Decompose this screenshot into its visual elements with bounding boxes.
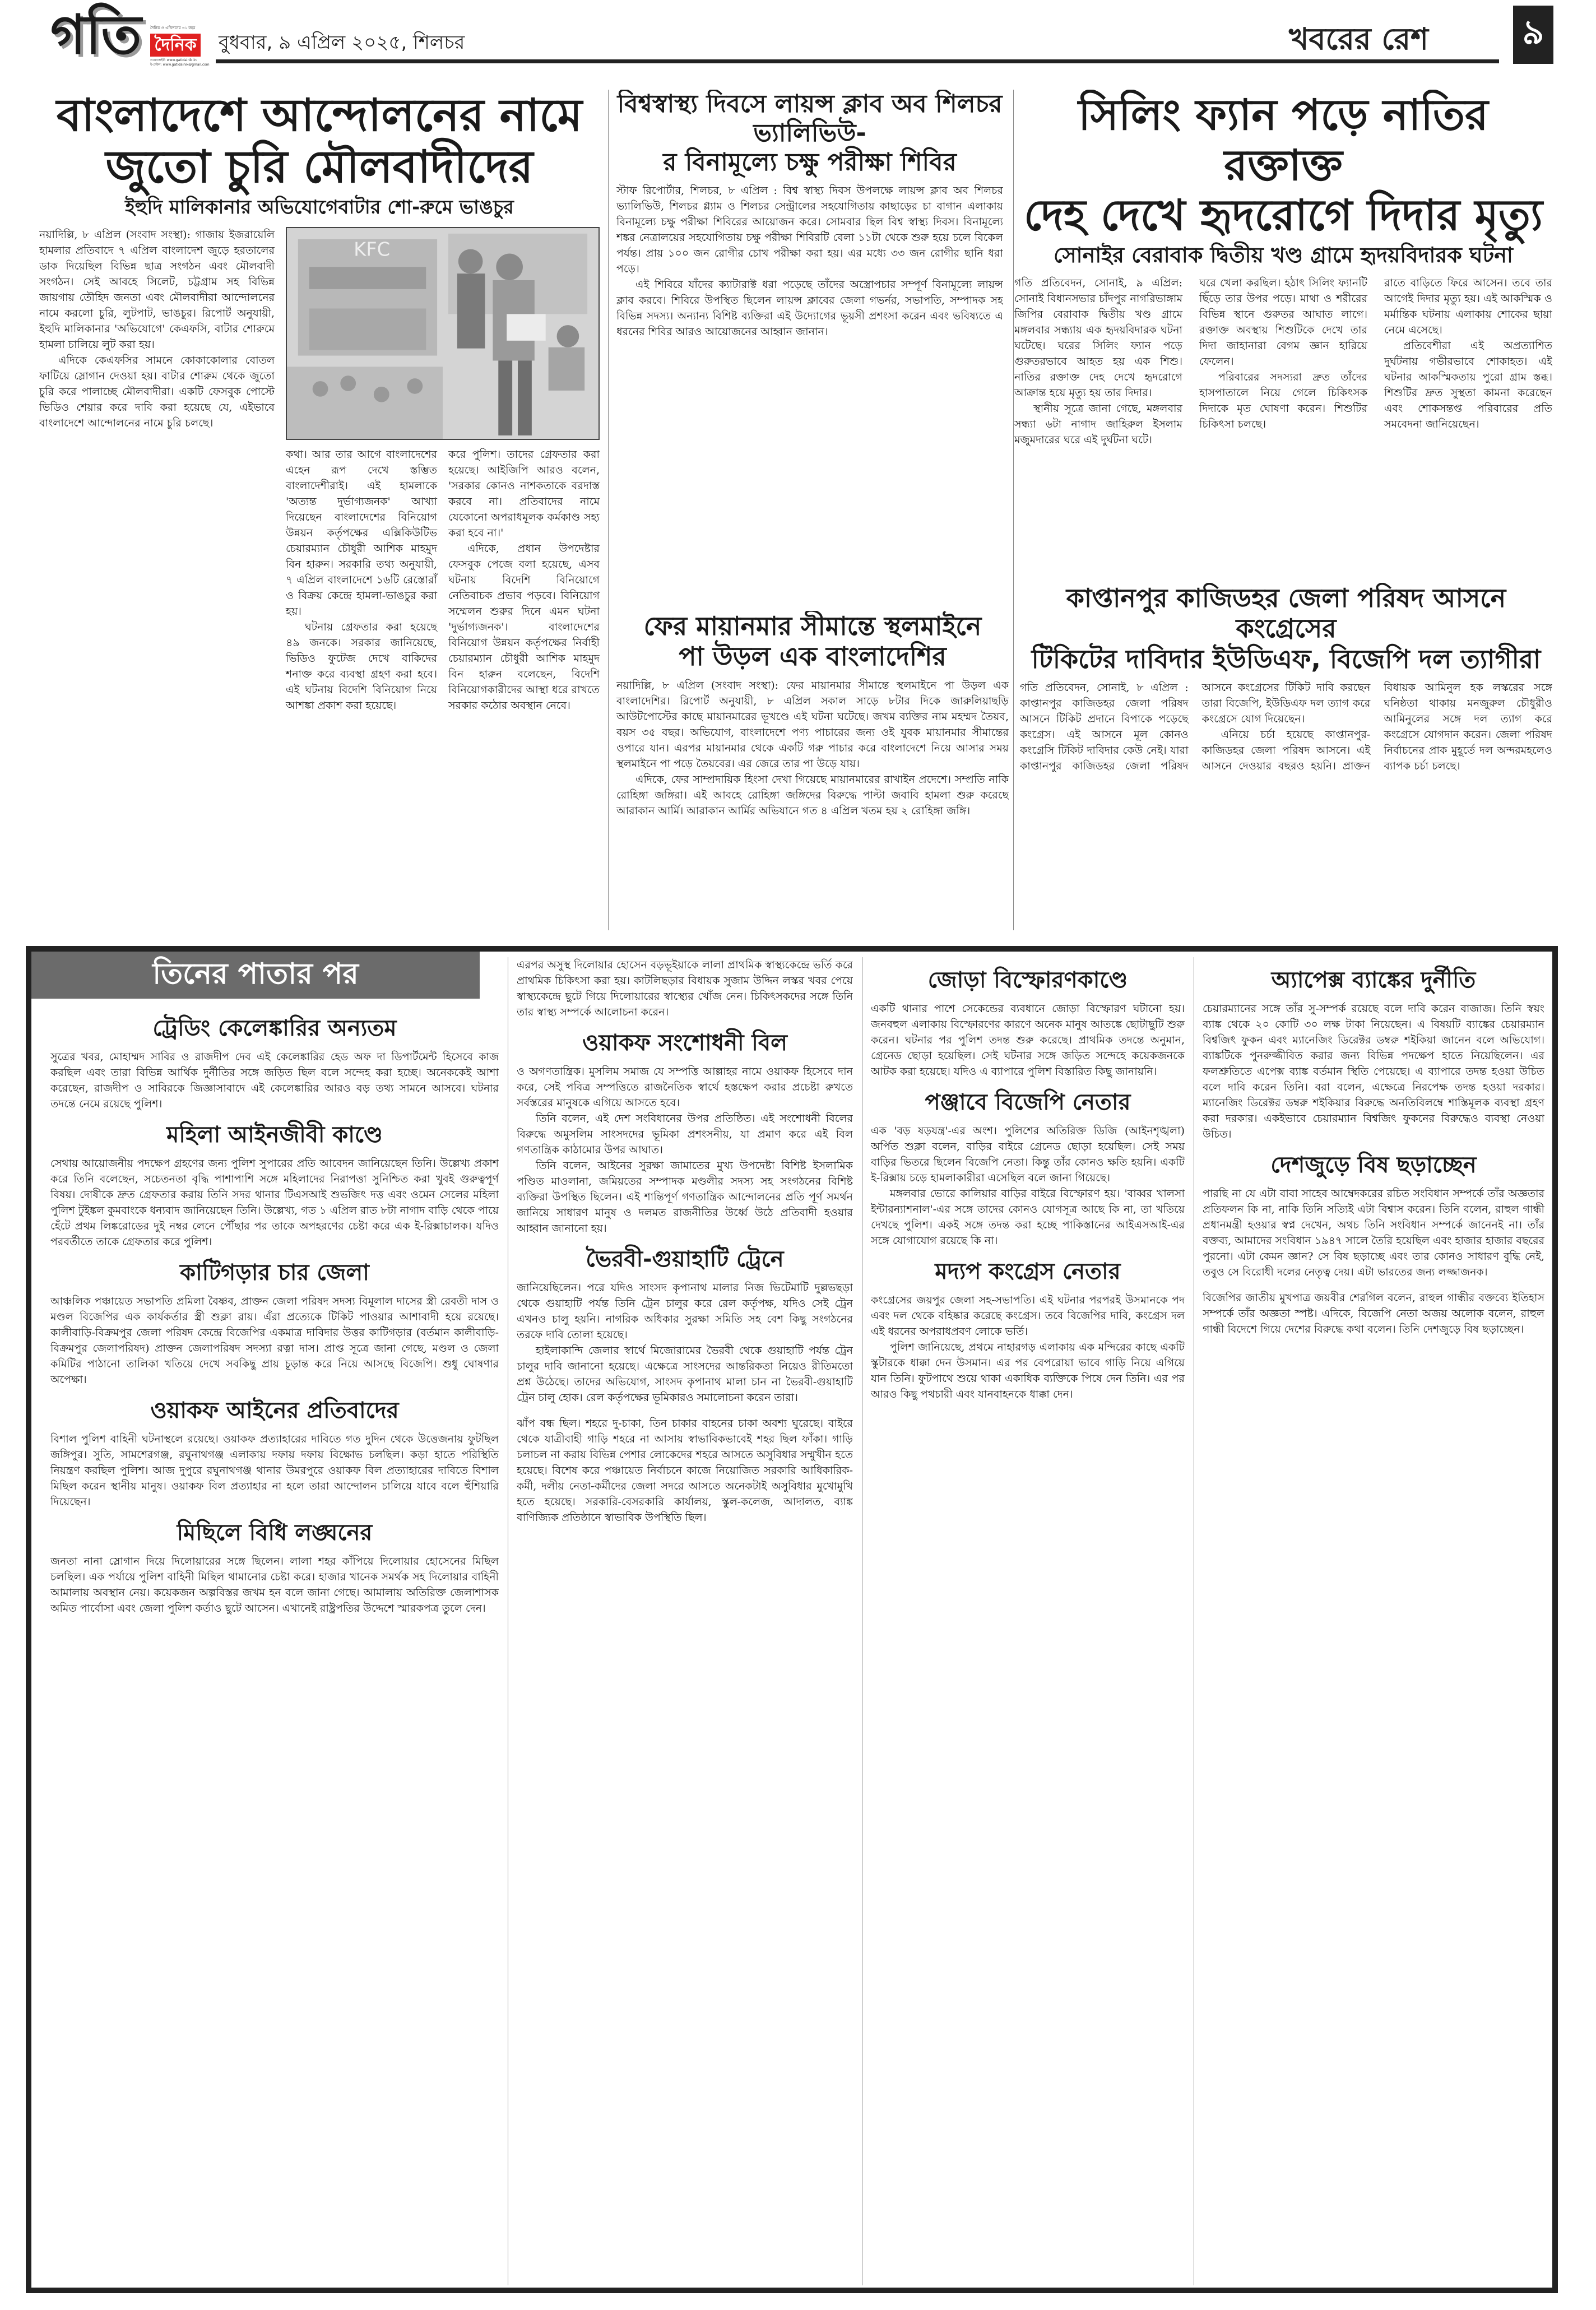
section-body [871, 1123, 1185, 1249]
story-headline [616, 90, 1003, 177]
continuation-section [1203, 967, 1544, 1142]
section-body [50, 1049, 499, 1112]
story-subcolumns [286, 447, 600, 713]
story-headline [616, 611, 1009, 672]
story-paragraph: করে পুলিশ। তাদের গ্রেফতার করা হয়েছে। আইজিপি আরও বলেন, 'সরকার কোনও নাশকতাকে বরদাস্ত করবে না। প্রতিবাদের নামে যেকোনো অপরাধমূলক কর্মকাণ্ড সহ্য করা হবে না।' [448, 448, 600, 539]
section-title: খবরের রেশ [1289, 21, 1428, 57]
logo-badge-box [150, 25, 210, 67]
continuation-column [871, 957, 1185, 2285]
section-body [50, 1293, 499, 1388]
section-paragraph: জানিয়েছিলেন। পরে যদিও সাংসদ কৃপানাথ মালার নিজ ভিটেমাটি দুল্লভছড়া থেকে গুয়াহাটি পর্যন্ত তিনি ট্রেন চালুর করে রেল কর্তৃপক্ষ, যদিও সেই ট্রেন এখনও চালু হয়নি। নাগরিক অধিকার সুরক্ষা সমিতি সহ বেশ কিছু সংগঠনের তরফে দাবি তোলা হয়েছে। [517, 1282, 853, 1341]
continuation-column [517, 957, 853, 2285]
headline-line: ফের মায়ানমার সীমান্তে স্থলমাইনে [643, 611, 982, 641]
story-body [1014, 275, 1552, 448]
section-paragraph: এক 'বড় ষড়যন্ত্র'-এর অংশ। পুলিশের অতিরিক্ত ডিজি (আইনশৃঙ্খলা) অর্পিত শুক্লা বলেন, বাড়ির বাইরে গ্রেনেড ছোড়া হয়েছিল। সেই সময় বাড়ির ভিতরে ছিলেন বিজেপি নেতা। কিন্তু তাঁর কোনও ক্ষতি হয়নি। একটি ই-রিক্সায় চড়ে হামলাকারীরা এসেছিল বলে জানা গিয়েছে। [871, 1125, 1185, 1184]
story-ceiling-fan [1014, 90, 1552, 577]
story-paragraph: এদিকে, প্রধান উপদেষ্টার ফেসবুক পেজে বলা হয়েছে, এসব ঘটনায় বিদেশি বিনিয়োগে নেতিবাচক প্রভাব পড়বে। বিনিয়োগ সম্মেলন শুরুর দিনে এমন ঘটনা 'দুর্ভাগ্যজনক'। বাংলাদেশের বিনিয়োগ উন্নয়ন কর্তৃপক্ষের নির্বাহী চেয়ারম্যান চৌধুরী আশিক মাহমুদ বিন হারুন বলেছেন, বিদেশি বিনিয়োগকারীদের আস্থা ধরে রাখতে সরকার কঠোর অবস্থান নেবে। [448, 542, 600, 712]
continuation-section [1203, 1152, 1544, 1280]
section-heading: পঞ্জাবে বিজেপি নেতার [925, 1089, 1131, 1115]
story-paragraph: পরিবারের সদস্যরা দ্রুত তাঁদের হাসপাতালে নিয়ে গেলে চিকিৎসক দিদাকে মৃত ঘোষণা করেন। শিশুটির চিকিৎসা চলছে। [1199, 370, 1367, 430]
section-paragraph: সেথায় আয়োজনীয় পদক্ষেপ গ্রহণের জন্য পুলিশ সুপারের প্রতি আবেদন জানিয়েছেন তিনি। উল্লেখ্য প্রকাশ করে তিনি বলেছেন, সচেতনতা বৃদ্ধি পাশাপাশি সঙ্গে মহিলাদের নিরাপত্তা সুনিশ্চিত করা খুবই গুরুত্বপূর্ণ বিষয়। দোষীকে দ্রুত গ্রেফতার করায় তিনি সদর থানার টিএসআই শুভজিৎ দত্ত এবং ওমেন সেলের মহিলা পুলিশ টুইঙ্কল কুমবাংকে ধন্যবাদ জানিয়েছেন তিনি। উল্লেখ্য, গত ১ এপ্রিল রাত ৮টা নাগাদ বাড়ি থেকে পায়ে হেঁটে প্রথম লিঙ্করোডের দুই নম্বর লেনে পৌঁছার পর তাকে অপহরণের চেষ্টা করে এক ই-রিক্সাচালক। যদিও পরবর্তীতে তাকে গ্রেফতার করে পুলিশ। [50, 1157, 499, 1248]
headline-line: জুতো চুরি মৌলবাদীদের [105, 141, 533, 193]
section-paragraph: পারছি না যে এটা বাবা সাহেব আম্বেদকরের রচিত সংবিধান সম্পর্কে তাঁর অজ্ঞতার প্রতিফলন কি না, নাকি তিনি সত্যিই এটা বিশ্বাস করেন। তিনি বলেন, রাহুল গান্ধী প্রধানমন্ত্রী হওয়ার স্বপ্ন দেখেন, অথচ তিনি সংবিধান সম্পর্কে জানেনই না। তাঁর বক্তব্য, আমাদের সংবিধান ১৯৪৭ সালে তৈরি হয়েছিল এবং হাজার হাজার বছরের পুরনো। এটা কেমন জ্ঞান? সে বিষ ছড়াচ্ছে এবং তার কোনও সাধারণ বুদ্ধি নেই, তবুও সে বিরোধী দলের নেতৃত্ব দেয়। এটা ভারতের জন্য লজ্জাজনক। [1203, 1188, 1544, 1278]
section-paragraph: ঝাঁপ বন্ধ ছিল। শহরে দু-চাকা, তিন চাকার বাহনের চাকা অবশ্য ঘুরেছে। বাইরে থেকে যাত্রীবাহী গাড়ি শহরে না আসায় স্বাভাবিকভাবেই শহর ছিল ফাঁকা। গাড়ি চলাচল না করায় বিভিন্ন পেশার লোকেদের শহরে আসতে অসুবিধার সম্মুখীন হতে হয়েছে। বিশেষ করে পঞ্চায়েত নির্বাচনে কাজে নিয়োজিত সরকারি আধিকারিক-কর্মী, দলীয় নেতা-কর্মীদের জেলা সদরে আসতে অনেকটাই অসুবিধার মুখোমুখি হতে হয়েছে। সরকারি-বেসরকারি কার্যালয়, স্কুল-কলেজ, আদালত, ব্যাঙ্ক বাণিজ্যিক প্রতিষ্ঠানে স্বাভাবিক উপস্থিতি ছিল। [517, 1417, 853, 1524]
story-paragraph: ঘরে খেলা করছিল। হঠাৎ সিলিং ফ্যানটি ছিঁড়ে তার উপর পড়ে। মাথা ও শরীরের বিভিন্ন স্থানে গুরুতর আঘাত লাগে। রক্তাক্ত অবস্থায় শিশুটিকে দেখে তার দিদা জাহানারা বেগম জ্ঞান হারিয়ে ফেলেন। [1199, 276, 1367, 368]
section-paragraph: চেয়ারম্যানের সঙ্গে তাঁর সু-সম্পর্ক রয়েছে বলে দাবি করেন বাজাজ। তিনি স্বয়ং ব্যাঙ্ক থেকে ২০ কোটি ৩০ লক্ষ টাকা নিয়েছেন। এ বিষয়টি ব্যাঙ্কের চেয়ারম্যান বিশ্বজিৎ ফুকন এবং ম্যানেজিং ডিরেক্টর ডম্বরু শইকিয়া জানেন বলে অভিযোগ। ব্যাঙ্কটিকে পুনরুজ্জীবিত করার জন্য বিভিন্ন পদক্ষেপ হাতে নিয়েছিলেন। এর ফলশ্রুতিতে এপেক্স ব্যাঙ্ক বর্তমান স্থিতি পেয়েছে। এ ব্যাপারে তদন্ত হওয়া উচিত বলে দাবি করেন তিনি। বরা বলেন, এক্ষেত্রে নিরপেক্ষ তদন্ত হওয়া দরকার। ম্যানেজিং ডিরেক্টর ডম্বরু শইকিয়ার বিরুদ্ধে অনতিবিলম্বে শাস্তিমূলক ব্যবস্থা গ্রহণ করা দরকার। একইভাবে চেয়ারম্যান বিশ্বজিৎ ফুকনের বিরুদ্ধেও ব্যবস্থা নেওয়া উচিত। [1203, 1003, 1544, 1140]
story-body [616, 183, 1003, 340]
section-paragraph: এরপর অসুস্থ দিলোয়ার হোসেন বড়ভূইয়াকে লালা প্রাথমিক স্বাস্থ্যকেন্দ্রে ভর্তি করে প্রাথমিক চিকিৎসা করা হয়। কাটলিছড়ার বিধায়ক সুজাম উদ্দিন লস্কর খবর পেয়ে স্বাস্থ্যকেন্দ্রে ছুটে গিয়ে দিলোয়ারের স্বাস্থ্যের খোঁজ নেন। চিকিৎসকদের সঙ্গে তিনি তার স্বাস্থ্য সম্পর্কে আলোচনা করেন। [517, 959, 853, 1018]
continuation-section [50, 1520, 499, 1616]
section-body [50, 1553, 499, 1616]
story-paragraph: নয়াদিল্লি, ৮ এপ্রিল (সংবাদ সংস্থা): ফের মায়ানমার সীমান্তে স্থলমাইনে পা উড়ল এক বাংলাদেশির। রিপোর্ট অনুযায়ী, ৮ এপ্রিল সকাল সাড়ে ৮টার দিকে জারুলিয়াছড়ি আউটপোস্টের কাছে মায়ানমারের ভূখণ্ডে এই ঘটনা ঘটেছে। জখম ব্যক্তির নাম মহম্মদ তৈয়ব, বয়স ৩৫ বছর। অভিযোগ, বাংলাদেশে পণ্য পাচারের জন্য ওই যুবক মায়ানমার সীমান্তের ওপারে যান। এরপর মায়ানমার থেকে একটি গরু পাচার করে বাংলাদেশে নিয়ে আসার সময় স্থলমাইনে পা পড়ে তৈয়বের। এর জেরে তার পা উড়ে যায়। [616, 679, 1009, 770]
section-paragraph: কংগ্রেসের জয়পুর জেলা সহ-সভাপতি। এই ঘটনার পরপরই উসমানকে পদ এবং দল থেকে বহিষ্কার করেছে কংগ্রেস। তবে বিজেপির দাবি, কংগ্রেস দল এই ধরনের অপরাধপ্রবণ লোকে ভর্তি। [871, 1294, 1185, 1338]
section-heading: ওয়াকফ আইনের প্রতিবাদের [150, 1398, 399, 1423]
headline-line: বাংলাদেশে আন্দোলনের নামে [56, 90, 583, 141]
headline-line: র বিনামূল্যে চক্ষু পরীক্ষা শিবির [663, 147, 957, 177]
story-paragraph: গতি প্রতিবেদন, সোনাই, ৮ এপ্রিল : কাপ্তানপুর কাজিডহর জেলা পরিষদ আসনে টিকিট প্রদানে বিপাকে পড়েছে কংগ্রেস। এই আসনে মূল কোনও কংগ্রেসি টিকিট দাবিদার কেউ নেই। যারা কাপ্তানপুর কাজিডহর জেলা পরিষদ আসনে কংগ্রেসের টিকিট দাবি করছেন তারা বিজেপি, ইউডিএফ দল ত্যাগ করে কংগ্রেসে যোগ দিয়েছেন। [1020, 681, 1371, 772]
continuation-section [50, 1398, 499, 1510]
story-subhead: সোনাইর বেরাবাক দ্বিতীয় খণ্ড গ্রামে হৃদয়বিদারক ঘটনা [1054, 243, 1513, 268]
story-column [1014, 275, 1182, 448]
section-body [50, 1431, 499, 1510]
headline-line: দেহ দেখে হৃদরোগে দিদার মৃত্যু [1024, 190, 1543, 240]
section-heading: মহিলা আইনজীবী কাণ্ডে [166, 1122, 383, 1148]
photo-sign-text: KFC [354, 238, 391, 261]
continuation-section [50, 1260, 499, 1388]
story-paragraph: কথা। আর তার আগে বাংলাদেশের এহেন রূপ দেখে স্তম্ভিত বাংলাদেশীরাই। এই হামলাকে 'অত্যন্ত দুর্ভাগ্যজনক' আখ্যা দিয়েছেন বাংলাদেশের বিনিয়োগ উন্নয়ন কর্তৃপক্ষের এক্সিকিউটিভ চেয়ারম্যান চৌধুরী আশিক মাহমুদ বিন হারুন। সরকারি তথ্য অনুযায়ী, ৭ এপ্রিল বাংলাদেশে ১৬টি রেস্তোরাঁ ও বিক্রয় কেন্দ্রে হামলা-ভাঙচুর করা হয়। [286, 448, 437, 618]
section-paragraph: পুলিশ জানিয়েছে, প্রথমে নাহারগড় এলাকায় এক মন্দিরের কাছে একটি স্কুটারকে ধাক্কা দেন উসমান। এর পর বেপরোয়া ভাবে গাড়ি নিয়ে এগিয়ে যান তিনি। ফুটপাথে শুয়ে থাকা একাধিক ব্যক্তিকে পিষে দেন তিনি। এর পর আরও কিছু পথচারী এবং যানবাহনকে ধাক্কা দেন। [871, 1341, 1185, 1400]
continuation-section [50, 1122, 499, 1250]
story-paragraph: এদিকে, ফের সাম্প্রদায়িক হিংসা দেখা গিয়েছে মায়ানমারের রাখাইন প্রদেশে। সম্প্রতি নাকি রোহিঙ্গা জঙ্গিরা। এই আবহে রোহিঙ্গা জঙ্গিদের বিরুদ্ধে পাল্টা জবাবি হামলা শুরু করেছে আরাকান আর্মি। আরাকান আর্মির অভিযানে গত ৪ এপ্রিল খতম হয় ২ রোহিঙ্গা জঙ্গি। [616, 773, 1009, 817]
section-paragraph: বিশাল পুলিশ বাহিনী ঘটনাস্থলে রয়েছে। ওয়াকফ প্রত্যাহারের দাবিতে গত দুদিন থেকে উত্তেজনায় ফুটছিল জঙ্গিপুর। সুতি, সামশেরগঞ্জ, রঘুনাথগঞ্জ এলাকায় দফায় দফায় বিক্ষোভ চলছিল। কড়া হাতে পরিস্থিতি নিয়ন্ত্রণ করছিল পুলিশ। আজ দুপুরে রঘুনাথগঞ্জ থানার উমরপুরে ওয়াকফ বিল প্রত্যাহারের দাবিতে বিশাল মিছিল করেন স্থানীয় মানুষ। ওয়াকফ বিল প্রত্যাহার না হলে তারা আন্দোলন চালিয়ে যাবে বলে হুঁশিয়ারি দিয়েছেন। [50, 1433, 499, 1508]
story-paragraph: এই শিবিরে যাঁদের ক্যাটারাক্ট ধরা পড়েছে তাঁদের অস্ত্রোপচার সম্পূর্ণ বিনামূল্যে লায়ন্স ক্লাব করবে। শিবিরে উপস্থিত ছিলেন লায়ন্স ক্লাবের জেলা গভর্নর, সভাপতি, সম্পাদক সহ বিভিন্ন সদস্য। অন্যান্য বিশিষ্ট ব্যক্তিরা এই উদ্যোগের ভূয়সী প্রশংসা করেন এবং ভবিষ্যতে এ ধরনের শিবির আরও আয়োজনের আহ্বান জানান। [616, 278, 1003, 338]
story-paragraph: স্থানীয় সূত্রে জানা গেছে, মঙ্গলবার সন্ধ্যা ৬টা নাগাদ জাহিরুল ইসলাম মজুমদারের ঘরে এই দুর্ঘটনা ঘটে। [1014, 402, 1182, 446]
section-body [1203, 1290, 1544, 1337]
story-body [1020, 680, 1552, 774]
story-headline [39, 90, 600, 193]
continuation-banner: তিনের পাতার পর [31, 952, 480, 999]
section-paragraph: সুত্রের খবর, মোহাম্মদ সাবির ও রাজদীপ দেব এই কেলেঙ্কারির হেড অফ দা ডিপার্টমেন্ট হিসেবে কাজ করছিল এবং তারা বিভিন্ন আর্থিক দুর্নীতির সঙ্গে জড়িত ছিল বলে সন্দেহ করা হচ্ছে। অনেককেই আশা করেছেন, রাজদীপ ও সাবিরকে জিজ্ঞাসাবাদে এই কেলেঙ্কারির আরও বড় তথ্য সামনে আসবে। ঘটনার তদন্তে নেমে রয়েছে পুলিশ। [50, 1051, 499, 1110]
section-heading: কাটিগড়ার চার জেলা [180, 1260, 369, 1286]
section-paragraph: তিনি বলেন, এই দেশ সংবিধানের উপর প্রতিষ্ঠিত। এই সংশোধনী বিলের বিরুদ্ধে অমুসলিম সাংসদদের ভূমিকা প্রশংসনীয়, যা প্রমাণ করে এই বিল গণতান্ত্রিক কাঠামোর উপর আঘাত। [517, 1112, 853, 1156]
headline-line: টিকিটের দাবিদার ইউডিএফ, বিজেপি দল ত্যাগীরা [1031, 643, 1541, 674]
section-body [517, 1064, 853, 1236]
story-column [39, 227, 275, 713]
continuation-section [517, 1030, 853, 1236]
section-paragraph: মঙ্গলবার ভোরে কালিয়ার বাড়ির বাইরে বিস্ফোরণ হয়। 'বাব্বর খালসা ইন্টারন্যাশনাল'-এর সঙ্গে তাদের কোনও যোগসূত্র আছে কি না, তা খতিয়ে দেখছে পুলিশ। একই সঙ্গে তদন্ত করা হচ্ছে পাকিস্তানের আইএসআই-এর সঙ্গে যোগাযোগ রয়েছে কি না। [871, 1188, 1185, 1247]
story-paragraph: গতি প্রতিবেদন, সোনাই, ৯ এপ্রিল: সোনাই বিধানসভার চাঁদপুর নাগরিভাঙ্গাম জিপির বেরাবাক দ্বিতীয় খণ্ড গ্রামে মঙ্গলবার সন্ধ্যায় এক হৃদয়বিদারক ঘটনা ঘটেছে। ঘরের সিলিং ফ্যান পড়ে গুরুতরভাবে আহত হয় এক শিশু। নাতির রক্তাক্ত দেহ দেখে হৃদরোগে আক্রান্ত হয়ে মৃত্যু হয় তার দিদার। [1014, 276, 1182, 399]
headline-line: কাপ্তানপুর কাজিডহর জেলা পরিষদ আসনে কংগ্রেসের [1066, 583, 1506, 644]
continuation-section [517, 1246, 853, 1406]
story-paragraph: এদিকে কেএফসির সামনে কোকাকোলার বোতল ফাটিয়ে স্লোগান দেওয়া হয়। বাটার শোরুম থেকে জুতো চুরি করে পালাচ্ছে মৌলবাদীরা। একটি ফেসবুক পোস্টে ভিডিও শেয়ার করে দাবি করা হয়েছে যে, এইভাবে বাংলাদেশে আন্দোলনের নামে চুরি চলছে। [39, 354, 275, 429]
section-heading: ওয়াকফ সংশোধনী বিল [582, 1030, 787, 1056]
story-column [448, 447, 600, 713]
headline-line: পা উড়ল এক বাংলাদেশির [679, 641, 947, 672]
section-body [1203, 1001, 1544, 1142]
section-body [1203, 1186, 1544, 1280]
section-body [517, 957, 853, 1020]
section-body [871, 1001, 1185, 1079]
column-divider [608, 90, 609, 930]
section-heading: অ্যাপেক্স ব্যাঙ্কের দুর্নীতি [1271, 967, 1476, 993]
story-paragraph: স্টাফ রিপোর্টার, শিলচর, ৮ এপ্রিল : বিশ্ব স্বাস্থ্য দিবস উপলক্ষে লায়ন্স ক্লাব অব শিলচর ভ্যালিভিউ, শিলচর গ্ল্যাম ও শিলচর সেন্ট্রালের সহযোগিতায় কাছাড়ের চা বাগান এলাকায় বিনামূল্যে চক্ষু পরীক্ষা শিবিরের আয়োজন করে। সোমবার ছিল বিশ্ব স্বাস্থ্য দিবস। বিনামূল্যে শঙ্কর নেত্রালয়ের সহযোগিতায় চক্ষু পরীক্ষা শিবিরটি বেলা ১১টা থেকে শুরু হয়ে চলে বিকেল পর্যন্ত। প্রায় ১০০ জন রোগীর চোখ পরীক্ষা করা হয়। এর মধ্যে ৩৩ জন রোগীর ছানি ধরা পড়ে। [616, 184, 1003, 275]
story-subhead: ইহুদি মালিকানার অভিযোগেবাটার শো-রুমে ভাঙচুর [125, 196, 514, 219]
continuation-section [50, 1015, 499, 1112]
section-heading: মদ্যপ কংগ্রেস নেতার [935, 1259, 1121, 1284]
story-myanmar-landmine [616, 611, 1009, 936]
section-body [517, 1416, 853, 1525]
section-body [517, 1280, 853, 1406]
story-kaptanpur-ticket [1020, 583, 1552, 936]
news-photo [286, 227, 600, 440]
logo-tagline: দৈনিক ও এডিশনের ৩১ বছর [150, 26, 196, 30]
section-paragraph: তিনি বলেন, আইনের সুরক্ষা জামাতের মুখ্য উপদেষ্টা বিশিষ্ট ইসলামিক পণ্ডিত মাওলানা, জমিয়তের সম্পাদক মণ্ডলীর সদস্য সহ সংগঠনের বিশিষ্ট ব্যক্তিরা উপস্থিত ছিলেন। এই শান্তিপূর্ণ গণতান্ত্রিক আন্দোলনের প্রতি পূর্ণ সমর্থন জানিয়ে সাধারণ মানুষ ও দলমত রাজনীতির উর্ধ্বে উঠে প্রতিবাদী হওয়ার আহ্বান জানানো হয়। [517, 1159, 853, 1235]
section-heading: ট্রেডিং কেলেঙ্কারির অন্যতম [152, 1015, 397, 1041]
section-body [50, 1156, 499, 1250]
story-column [1384, 275, 1552, 448]
story-right-block [286, 227, 600, 713]
issue-date: বুধবার, ৯ এপ্রিল ২০২৫, শিলচর [219, 31, 465, 54]
section-heading: ভৈরবী-গুয়াহাটি ট্রেনে [586, 1246, 784, 1272]
story-paragraph: এনিয়ে চর্চা হয়েছে কাপ্তানপুর-কাজিডহর জেলা পরিষদ আসনে। এই আসনে দেওয়ার বছরও হয়নি। প্রাক্তন বিধায়ক আমিনুল হক লস্করের সঙ্গে ঘনিষ্ঠতা থাকায় মনজুরুল চৌধুরীও আমিনুলের সঙ্গে দল ত্যাগ করে কংগ্রেসে যোগদান করেন। জেলা পরিষদ নির্বাচনের প্রাক মুহূর্তে দল অন্দরমহলেও ব্যাপক চর্চা চলছে। [1201, 681, 1552, 772]
continuation-column [50, 1005, 499, 2283]
section-heading: দেশজুড়ে বিষ ছড়াচ্ছেন [1270, 1152, 1477, 1178]
protest-photo-icon [287, 228, 598, 439]
story-column [1199, 275, 1367, 448]
story-body [39, 227, 600, 713]
story-paragraph: ঘটনায় গ্রেফতার করা হয়েছে ৪৯ জনকে। সরকার জানিয়েছে, ভিডিও ফুটেজ দেখে বাকিদের শনাক্ত করে ব্যবস্থা গ্রহণ করা হবে। এই ঘটনায় বিদেশি বিনিয়োগ নিয়ে আশঙ্কা প্রকাশ করা হয়েছে। [286, 620, 437, 712]
story-headline [1020, 583, 1552, 674]
newspaper-logo: গতি [50, 3, 142, 66]
continued-from-page-3-box [26, 946, 1558, 2293]
story-paragraph: নয়াদিল্লি, ৮ এপ্রিল (সংবাদ সংস্থা): গাজায় ইজরায়েলি হামলার প্রতিবাদে ৭ এপ্রিল বাংলাদেশ জুড়ে হরতালের ডাক দিয়েছিল বিভিন্ন ছাত্র সংগঠন এবং মৌলবাদী সংগঠন। সেই আবহে সিলেট, চট্টগ্রাম সহ বিভিন্ন জায়গায় তৌহিদ জনতা এবং মৌলবাদীরা আন্দোলনের নামে করলো চুরি, লুটপাট, ভাঙচুর। রিপোর্ট অনুযায়ী, ইহুদি মালিকানার 'অভিযোগে' কেএফসি, বাটার শোরুমে হামলা চালিয়ে লুট করা হয়। [39, 228, 275, 351]
section-paragraph: জনতা নানা স্লোগান দিয়ে দিলোয়ারের সঙ্গে ছিলেন। লালা শহর কাঁপিয়ে দিলোয়ার হোসেনের মিছিল চলছিল। এক পর্যায়ে পুলিশ বাহিনী মিছিল থামানোর চেষ্টা করে। হাজার খানেক সমর্থক সহ দিলোয়ার বাহিনী আমালায় অবস্থান নেয়। কয়েকজন অল্পবিস্তর জখম হন বলে জানা গেছে। আমালায় অতিরিক্ত জেলাশাসক অমিত পার্বোসা এবং জেলা পুলিশ কর্তাও ছুটে আসেন। এখানেই রাষ্ট্রপতির উদ্দেশে স্মারকপত্র তুলে দেন। [50, 1555, 499, 1615]
story-paragraph: প্রতিবেশীরা এই অপ্রত্যাশিত দুর্ঘটনায় গভীরভাবে শোকাহত। এই ঘটনার আকস্মিকতায় পুরো গ্রাম স্তব্ধ। শিশুটির দ্রুত সুস্থতা কামনা করেছেন এবং শোকসন্তপ্ত পরিবারের প্রতি সমবেদনা জানিয়েছেন। [1384, 339, 1552, 430]
section-paragraph: বিজেপির জাতীয় মুখপাত্র জয়বীর শেরগিল বলেন, রাহুল গান্ধীর বক্তব্যে ইতিহাস সম্পর্কে তাঁর অজ্ঞতা স্পষ্ট। এদিকে, বিজেপি নেতা অজয় অলোক বলেন, রাহুল গান্ধী বিদেশে গিয়ে দেশের বিরুদ্ধে কথা বলেন। তিনি দেশজুড়ে বিষ ছড়াচ্ছেন। [1203, 1292, 1544, 1335]
continuation-section [871, 1089, 1185, 1249]
page-number: ৯ [1513, 6, 1553, 64]
story-paragraph: রাতে বাড়িতে ফিরে আসেন। তবে তার আগেই দিদার মৃত্যু হয়। এই আকস্মিক ও মর্মান্তিক ঘটনায় এলাকায় শোকের ছায়া নেমে এসেছে। [1384, 276, 1552, 336]
section-body [871, 1292, 1185, 1402]
logo-dainik-badge: দৈনিক [150, 34, 201, 57]
masthead [0, 0, 1596, 78]
story-eye-camp [616, 90, 1003, 605]
section-paragraph: একটি থানার পাশে সেকেন্ডের ব্যবধানে জোড়া বিস্ফোরণ ঘটানো হয়। জনবহুল এলাকায় বিস্ফোরণের কারণে অনেক মানুষ আতঙ্কে ছোটাছুটি শুরু করেন। ঘটনার পর পুলিশ তদন্ত শুরু করেছে। প্রাথমিক তদন্তে অনুমান, গ্রেনেড ছোড়া হয়েছিল। সেই ঘটনার সঙ্গে জড়িত সন্দেহে কয়েকজনকে আটক করা হয়েছে। যদিও এ ব্যাপারে পুলিশ বিস্তারিত কিছু জানায়নি। [871, 1003, 1185, 1078]
story-headline [1014, 90, 1552, 240]
section-paragraph: ও অগণতান্ত্রিক। মুসলিম সমাজ যে সম্পত্তি আল্লাহর নামে ওয়াকফ হিসেবে দান করে, সেই পবিত্র সম্পত্তিতে রাজনৈতিক স্বার্থে হস্তক্ষেপ করার প্রচেষ্টা রুখতে সর্বস্তরের মানুষকে এগিয়ে আসতে হবে। [517, 1065, 853, 1109]
section-heading: মিছিলে বিধি লঙ্ঘনের [177, 1520, 373, 1546]
headline-line: বিশ্বস্বাস্থ্য দিবসে লায়ন্স ক্লাব অব শিলচর ভ্যালিভিউ- [617, 90, 1003, 147]
column-divider [1013, 90, 1014, 930]
logo-contact: ওয়েবসাইট: www.gatidainik.in ই-মেইল: www.gatidainik@gmail.com [150, 58, 210, 67]
story-bangladesh-protest [39, 90, 600, 930]
story-column [286, 447, 437, 713]
continuation-column [1203, 957, 1544, 2285]
headline-line: সিলিং ফ্যান পড়ে নাতির রক্তাক্ত [1078, 90, 1488, 190]
continuation-section [871, 1259, 1185, 1402]
story-body [616, 678, 1009, 819]
continuation-section [871, 967, 1185, 1079]
section-paragraph: হাইলাকান্দি জেলার স্বার্থে মিজোরামের ভৈরবী থেকে গুয়াহাটি পর্যন্ত ট্রেন চালুর দাবি জানানো হয়েছে। এক্ষেত্রে সাংসদের আন্তরিকতা নিয়েও রীতিমতো প্রশ্ন উঠেছে। তাদের অভিযোগ, সাংসদ কৃপানাথ মালা চান না ভৈরবী-গুয়াহাটি ট্রেন চালু হোক। রেল কর্তৃপক্ষের ভূমিকারও সমালোচনা করেন তারা। [517, 1344, 853, 1404]
section-heading: জোড়া বিস্ফোরণকাণ্ডে [927, 967, 1128, 993]
section-paragraph: আঞ্চলিক পঞ্চায়েত সভাপতি প্রমিলা বৈষ্ণব, প্রাক্তন জেলা পরিষদ সদস্য বিমূলাল দাসের স্ত্রী রেবতী দাস ও মণ্ডল বিজেপির এক কার্যকর্তার স্ত্রী শুক্লা রায়। এঁরা প্রত্যেকে টিকিট পাওয়ার আশাবাদী হয়ে রয়েছে। কালীবাড়ি-বিক্রমপুর জেলা পরিষদ কেন্দ্রে বিজেপির একমাত্র দাবিদার উত্তর কাটিগড়ার (বর্তমান কালীবাড়ি-বিক্রমপুর জেলাপরিষদ) প্রাক্তন জেলাপরিষদ সদস্যা রত্না দাস। প্রাপ্ত সূত্রে জানা গেছে, মণ্ডল ও জেলা কমিটির পাঠানো তালিকা খতিয়ে দেখে সবকিছু প্রায় চূড়ান্ত করে নিয়ে আসছে বিজেপি। শুধু ঘোষণার অপেক্ষা। [50, 1295, 499, 1386]
